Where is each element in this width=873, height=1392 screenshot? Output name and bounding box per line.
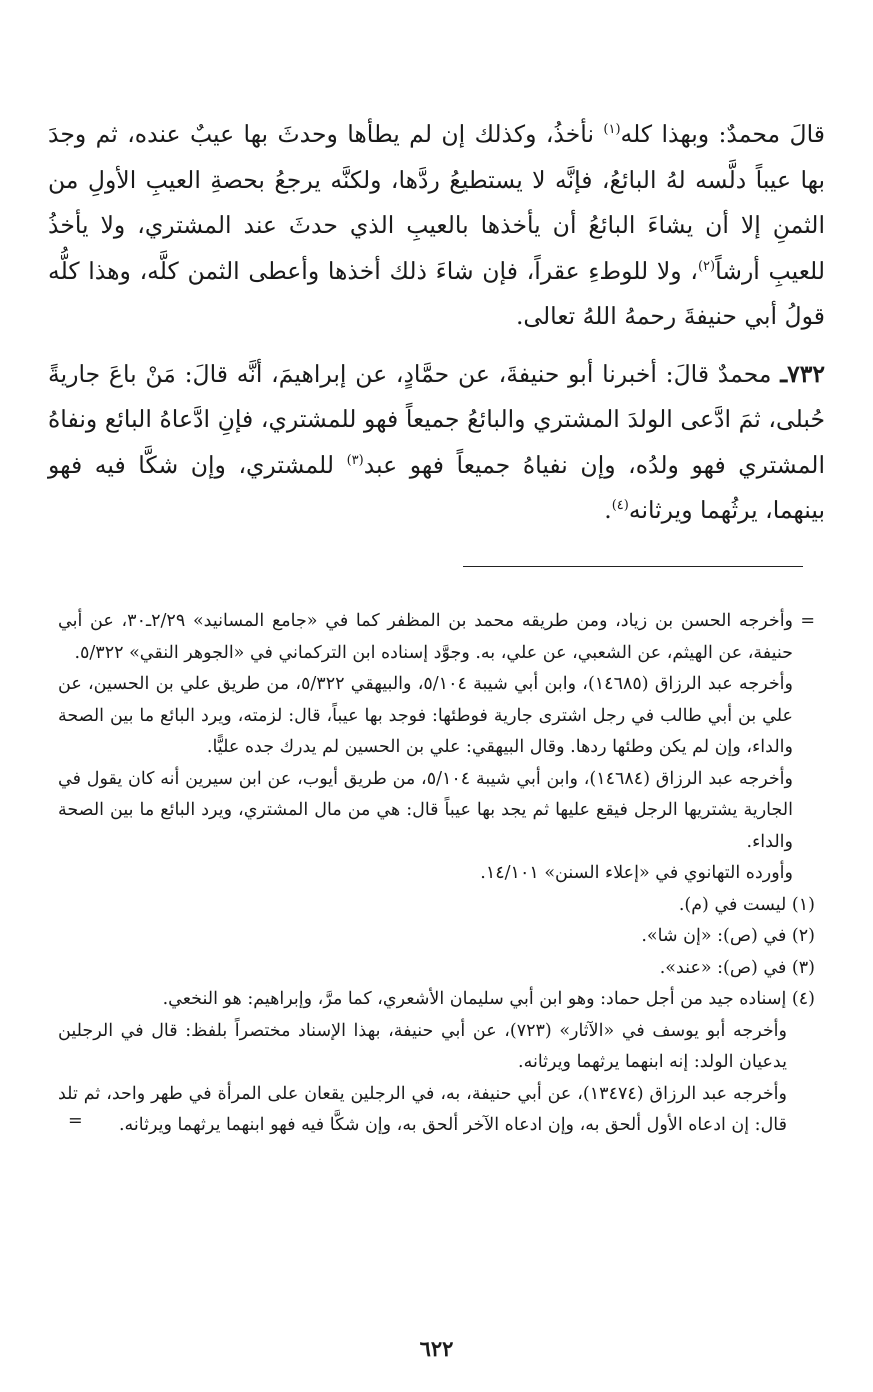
paragraph-2	[48, 352, 825, 534]
paragraph-1-text-a: قالَ محمدٌ: وبهذا كله	[620, 120, 825, 148]
paragraph-1	[48, 112, 825, 340]
hadith-number: ٧٣٢ـ	[780, 359, 825, 388]
footnote-ref-4: (٤)	[611, 498, 629, 514]
paragraph-2-text-a: محمدٌ قالَ: أخبرنا أبو حنيفةَ، عن حمَّادٍ، عن إبراهيمَ، أنَّه قالَ: مَنْ باعَ جاريةً حُبلى، ثمَ ادَّعى الولدَ المشتري والبائعُ جميعاً فهو للمشتري، فإنِ ادَّعاهُ البائع ونفاهُ المشتري فهو ولدُه، وإن نفياهُ جميعاً فهو عبد	[48, 359, 825, 479]
continued-footnote	[58, 606, 815, 890]
footnote-4: (٤) إسناده جيد من أجل حماد: وهو ابن أبي سليمان الأشعري، كما مرَّ، وإبراهيم: هو النخعي.	[162, 989, 815, 1009]
continuation-mark: =	[800, 611, 815, 631]
paragraph-2-text-b: للمشتري، وإن شكَّا فيه فهو بينهما، يرثُهما ويرثانه	[48, 450, 825, 524]
paragraph-1-text-c: ، ولا للوطءِ عقراً، فإن شاءَ ذلك أخذها وأعطى الثمن كلَّه، وهذا كلُّه قولُ أبي حنيفةَ رحمهُ اللهُ تعالى.	[48, 256, 825, 330]
footnote-list	[58, 890, 815, 1142]
footnotes-section	[58, 606, 815, 1142]
footnote-4-p3: وأخرجه عبد الرزاق (١٣٤٧٤)، عن أبي حنيفة، به، في الرجلين يقعان على المرأة في طهر واحد، ثم تلد قال: إن ادعاه الأول ألحق به، وإن ادعاه الآخر ألحق به، وإن شكَّا فيه فهو ابنهما يرثهما ويرثانه.	[58, 1083, 787, 1135]
footnote-ref-3: (٣)	[346, 452, 364, 468]
footnote-4-p2: وأخرجه أبو يوسف في «الآثار» (٧٢٣)، عن أبي حنيفة، بهذا الإسناد مختصراً بلفظ: قال في الرجلين يدعيان الولد: إنه ابنهما يرثهما ويرثانه.	[58, 1020, 787, 1072]
paragraph-2-text-c: .	[604, 496, 612, 524]
footnote-1: (١) ليست في (م).	[678, 894, 815, 915]
footnote-divider	[463, 566, 803, 567]
footnote-ref-1: (١)	[603, 122, 621, 138]
continued-footnote-p1: وأخرجه الحسن بن زياد، ومن طريقه محمد بن المظفر كما في «جامع المسانيد» ٢/٢٩ـ٣٠، عن أبي حنيفة، عن الهيثم، عن الشعبي، عن علي، به. وجوَّد إسناده ابن التركماني في «الجوهر النقي» ٥/٣٢٢.	[58, 611, 794, 663]
footnote-3: (٣) في (ص): «عند».	[659, 957, 815, 978]
paragraph-1-text-b: نأخذُ، وكذلك إن لم يطأها وحدثَ بها عيبٌ عنده، ثم وجدَ بها عيباً دلَّسه لهُ البائعُ، فإنَّه لا يستطيعُ ردَّها، ولكنَّه يرجعُ بحصةِ العيبِ الأولِ من الثمنِ إلا أن يشاءَ البائعُ أن يأخذها بالعيبِ الذي حدثَ عند المشتري، ولا يأخذُ للعيبِ أرشاً	[48, 120, 825, 285]
page-number: ٦٢٢	[419, 1336, 454, 1361]
continued-footnote-p2: وأخرجه عبد الرزاق (١٤٦٨٥)، وابن أبي شيبة ٥/١٠٤، والبيهقي ٥/٣٢٢، من طريق علي بن الحسين، عن علي بن أبي طالب في رجل اشترى جارية فوطئها: فوجد بها عيباً، قال: لزمته، ويرد البائع ما بين الصحة والداء، وإن لم يكن وطئها ردها. وقال البيهقي: علي بن الحسين لم يدرك جده عليًّا.	[58, 674, 793, 757]
continued-footnote-p3: وأخرجه عبد الرزاق (١٤٦٨٤)، وابن أبي شيبة ٥/١٠٤، من طريق أيوب، عن ابن سيرين أنه كان يقول في الجارية يشتريها الرجل فيقع عليها ثم يجد بها عيباً قال: هي من مال المشتري، ويرد البائع ما بين الصحة والداء.	[58, 768, 793, 852]
continued-footnote-p4: وأورده التهانوي في «إعلاء السنن» ١٤/١٠١.	[480, 863, 793, 883]
footnote-2: (٢) في (ص): «إن شا».	[641, 926, 815, 946]
footnote-ref-2: (٢)	[697, 258, 716, 274]
main-text	[48, 112, 825, 534]
continues-mark: =	[68, 1111, 83, 1131]
